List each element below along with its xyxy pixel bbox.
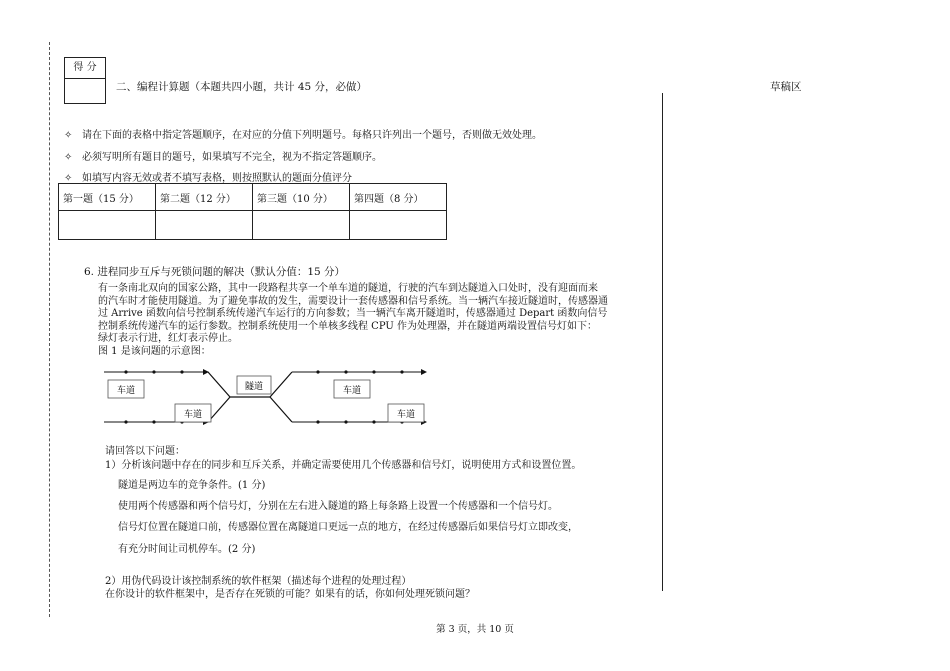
binding-dashed-line xyxy=(49,42,50,617)
draft-area-label: 草稿区 xyxy=(770,81,802,93)
table-header-cell: 第一题（15 分） xyxy=(59,184,156,211)
table-answer-cell[interactable] xyxy=(350,211,447,240)
diamond-bullet-icon: ✧ xyxy=(64,130,73,141)
section-title: 二、编程计算题（本题共四小题，共计 45 分，必做） xyxy=(116,81,368,93)
instruction-item xyxy=(64,126,542,141)
answer-line: 使用两个传感器和两个信号灯，分别在左右进入隧道的路上每条路上设置一个传感器和一个信号灯。 xyxy=(118,501,558,512)
tunnel-label: 隧道 xyxy=(244,382,264,392)
answer-prompt: 请回答以下问题： xyxy=(105,446,185,457)
instruction-item xyxy=(64,148,382,163)
merge-right xyxy=(270,372,292,422)
diamond-bullet-icon: ✧ xyxy=(64,173,73,184)
answer-order-table xyxy=(58,183,447,240)
paragraph-line: 控制系统传递汽车的运行参数。控制系统使用一个单核多线程 CPU 作为处理器，并在隧道两端设置信号灯如下： xyxy=(98,320,597,332)
lane-label: 车道 xyxy=(183,410,203,420)
diamond-bullet-icon: ✧ xyxy=(64,152,73,163)
lane-label: 车道 xyxy=(116,386,136,396)
instruction-text: 请在下面的表格中指定答题顺序，在对应的分值下列明题号。每格只许列出一个题号，否则做无效处理。 xyxy=(82,130,542,141)
instruction-text: 必须写明所有题目的题号，如果填写不完全，视为不指定答题顺序。 xyxy=(82,152,382,163)
question-title: 6. 进程同步互斥与死锁问题的解决（默认分值：15 分） xyxy=(84,266,346,278)
paragraph-line: 绿灯表示行进，红灯表示停止。 xyxy=(98,333,238,345)
table-header-cell: 第三题（10 分） xyxy=(253,184,350,211)
page-footer: 第 3 页，共 10 页 xyxy=(436,624,514,635)
answer-line: 隧道是两边车的竞争条件。(1 分) xyxy=(118,480,266,491)
paragraph-line: 过 Arrive 函数向信号控制系统传递汽车运行的方向参数；当一辆汽车离开隧道时，传感器通过 Depart 函数向信号 xyxy=(98,308,608,320)
table-answer-cell[interactable] xyxy=(59,211,156,240)
lane-label: 车道 xyxy=(396,410,416,420)
draft-area-divider xyxy=(662,93,663,591)
lane-label: 车道 xyxy=(342,386,362,396)
paragraph-line: 有一条南北双向的国家公路，其中一段路程共享一个单车道的隧道，行驶的汽车到达隧道入口处时，没有迎面而来 xyxy=(98,283,598,294)
score-box xyxy=(64,57,106,104)
paragraph-line: 图 1 是该问题的示意图： xyxy=(98,345,211,357)
table-answer-cell[interactable] xyxy=(156,211,253,240)
answer-line: 信号灯位置在隧道口前，传感器位置在离隧道口更远一点的地方，在经过传感器后如果信号灯立即改变， xyxy=(118,522,578,533)
table-header-cell: 第二题（12 分） xyxy=(156,184,253,211)
table-answer-cell[interactable] xyxy=(253,211,350,240)
sub-question-2: 2）用伪代码设计该控制系统的软件框架（描述每个进程的处理过程） xyxy=(105,576,412,587)
sub-question-1: 1）分析该问题中存在的同步和互斥关系，并确定需要使用几个传感器和信号灯，说明使用方式和设置位置。 xyxy=(105,460,582,471)
question-paragraph xyxy=(98,283,658,359)
answer-line: 有充分时间让司机停车。(2 分) xyxy=(118,544,256,555)
score-box-label: 得 分 xyxy=(65,58,105,79)
instruction-text: 如填写内容无效或者不填写表格，则按照默认的题面分值评分 xyxy=(82,173,352,184)
paragraph-line: 的汽车时才能使用隧道。为了避免事故的发生，需要设计一套传感器和信号系统。当一辆汽车接近隧道时，传感器通 xyxy=(98,295,608,307)
instruction-item xyxy=(64,169,352,184)
tunnel-diagram xyxy=(96,362,436,430)
sub-question-2-detail: 在你设计的软件框架中，是否存在死锁的可能？如果有的话，你如何处理死锁问题？ xyxy=(105,589,475,600)
table-header-cell: 第四题（8 分） xyxy=(350,184,447,211)
